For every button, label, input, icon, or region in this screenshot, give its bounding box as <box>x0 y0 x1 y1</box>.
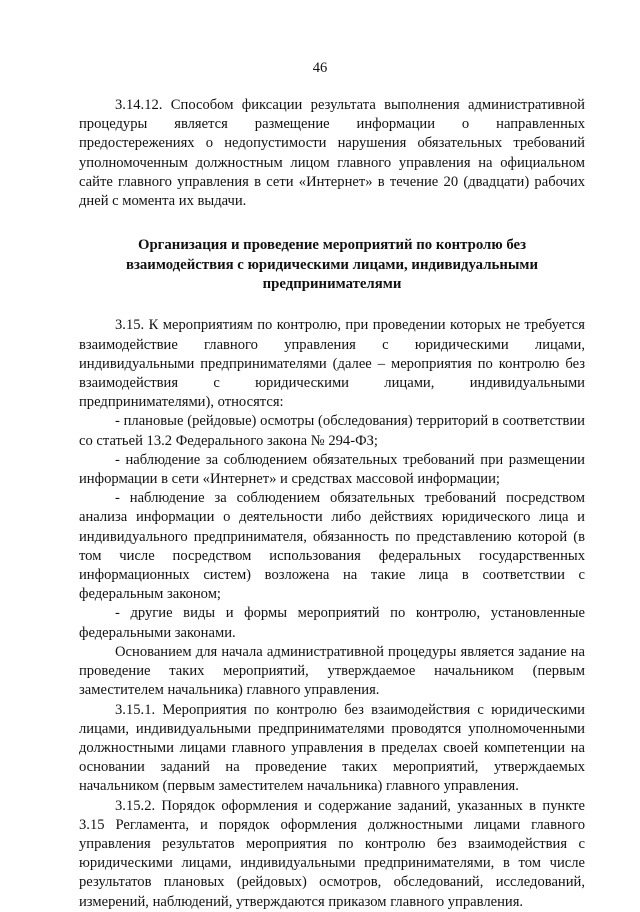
list-item: - плановые (рейдовые) осмотры (обследования) территорий в соответствии со статьей 13.2 Федерального закона № 294-ФЗ; <box>79 413 585 449</box>
section-heading: Организация и проведение мероприятий по контролю без взаимодействия с юридическими лицами, индивидуальными предпринимателями <box>125 237 539 293</box>
paragraph-3-15: 3.15. К мероприятиям по контролю, при проведении которых не требуется взаимодействие главного управления с юридическими лицами, индивидуальными предпринимателями (далее – мероприятия по контролю без взаимодействия с юридическими лицами, индивидуальными предпринимателями), относятся: <box>79 317 585 411</box>
paragraph-3-15-2: 3.15.2. Порядок оформления и содержание заданий, указанных в пункте 3.15 Регламента, и порядок оформления должностными лицами главного управления результатов мероприятия по контролю без взаимодействия с юридическими лицами, индивидуальными предпринимателями, в том числе результатов плановых (рейдовых) осмотров, обследований, исследований, измерений, наблюдений, утверждаются приказом главного управления. <box>79 797 585 910</box>
paragraph-3-14-12: 3.14.12. Способом фиксации результата выполнения административной процедуры является размещение информации о направленных предостережениях о недопустимости нарушения обязательных требований уполномоченным должностным лицом главного управления на официальном сайте главного управления в сети «Интернет» в течение 20 (двадцати) рабочих дней с момента их выдачи. <box>79 97 585 210</box>
document-body <box>79 96 585 912</box>
list-item: - наблюдение за соблюдением обязательных требований посредством анализа информации о деятельности либо действиях юридического лица и индивидуального предпринимателя, обязанность по представлению которой (в том числе посредством использования федеральных государственных информационных систем) возложена на такие лица в соответствии с федеральным законом; <box>79 490 585 603</box>
list-item: - наблюдение за соблюдением обязательных требований при размещении информации в сети «Интернет» и средствах массовой информации; <box>79 451 585 488</box>
page-number: 46 <box>312 60 328 76</box>
paragraph-3-15-1: 3.15.1. Мероприятия по контролю без взаимодействия с юридическими лицами, индивидуальными предпринимателями проводятся уполномоченными должностными лицами главного управления в пределах своей компетенции на основании заданий на проведение таких мероприятий, утверждаемых начальником (первым заместителем начальника) главного управления. <box>79 701 585 795</box>
paragraph-basis: Основанием для начала административной процедуры является задание на проведение таких мероприятий, утверждаемое начальником (первым заместителем начальника) главного управления. <box>79 643 585 699</box>
list-item: - другие виды и формы мероприятий по контролю, установленные федеральными законами. <box>79 605 585 641</box>
